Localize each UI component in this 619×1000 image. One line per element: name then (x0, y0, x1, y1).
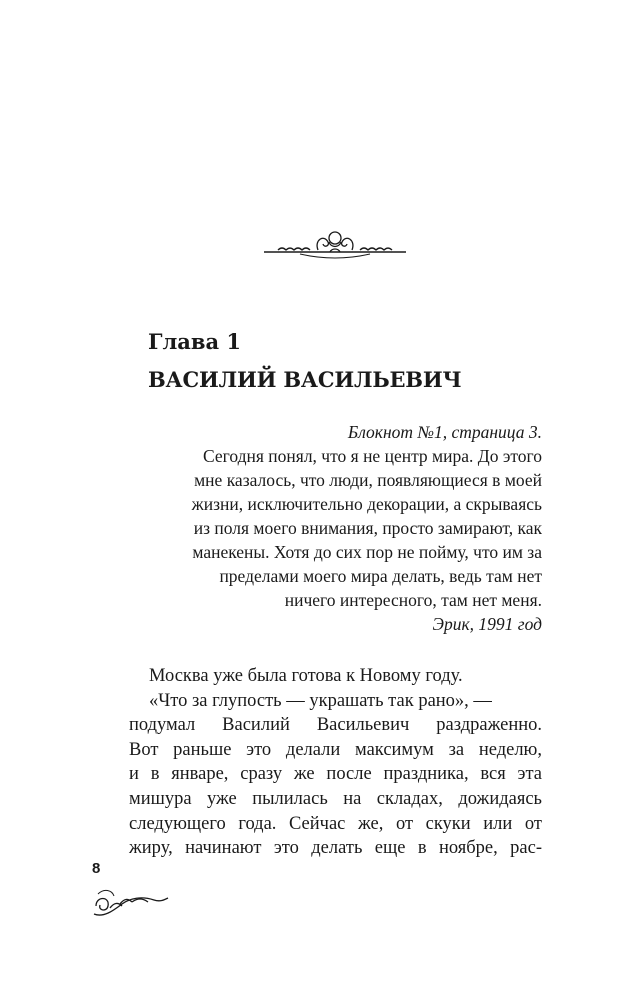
flourish-divider-icon (260, 224, 410, 264)
epigraph-line: манекены. Хотя до сих пор не пойму, что им за (192, 542, 542, 562)
body-line: мишура уже пылилась на складах, дожидаясь (129, 788, 542, 809)
body-line: следующего года. Сейчас же, от скуки или от (129, 813, 542, 834)
body-line: жиру, начинают это делать еще в ноябре, рас- (129, 838, 542, 859)
epigraph-line: ничего интересного, там нет меня. (284, 590, 542, 610)
epigraph-line: Сегодня понял, что я не центр мира. До этого (202, 446, 542, 466)
epigraph (120, 420, 542, 636)
epigraph-source: Блокнот №1, страница 3. (347, 422, 542, 442)
chapter-title: ВАСИЛИЙ ВАСИЛЬЕВИЧ (148, 367, 462, 392)
body-line: и в январе, сразу же после праздника, вся эта (129, 764, 542, 785)
epigraph-line: пределами моего мира делать, ведь там нет (219, 566, 542, 586)
chapter-number: Глава 1 (148, 329, 242, 354)
body-line: Москва уже была готова к Новому году. (149, 666, 463, 686)
body-line: подумал Василий Васильевич раздраженно. (129, 715, 542, 736)
chapter-heading (148, 328, 461, 394)
body-text (129, 664, 542, 861)
epigraph-line: из поля моего внимания, просто замирают, как (193, 518, 542, 538)
epigraph-signature: Эрик, 1991 год (432, 614, 542, 634)
epigraph-line: жизни, исключительно декорации, а скрываясь (191, 494, 542, 514)
corner-flourish-icon (90, 884, 170, 920)
body-line: Вот раньше это делали максимум за неделю, (129, 739, 542, 760)
body-line: «Что за глупость — украшать так рано», — (149, 690, 492, 711)
page-number: 8 (92, 860, 101, 877)
epigraph-line: мне казалось, что люди, появляющиеся в моей (194, 470, 542, 490)
